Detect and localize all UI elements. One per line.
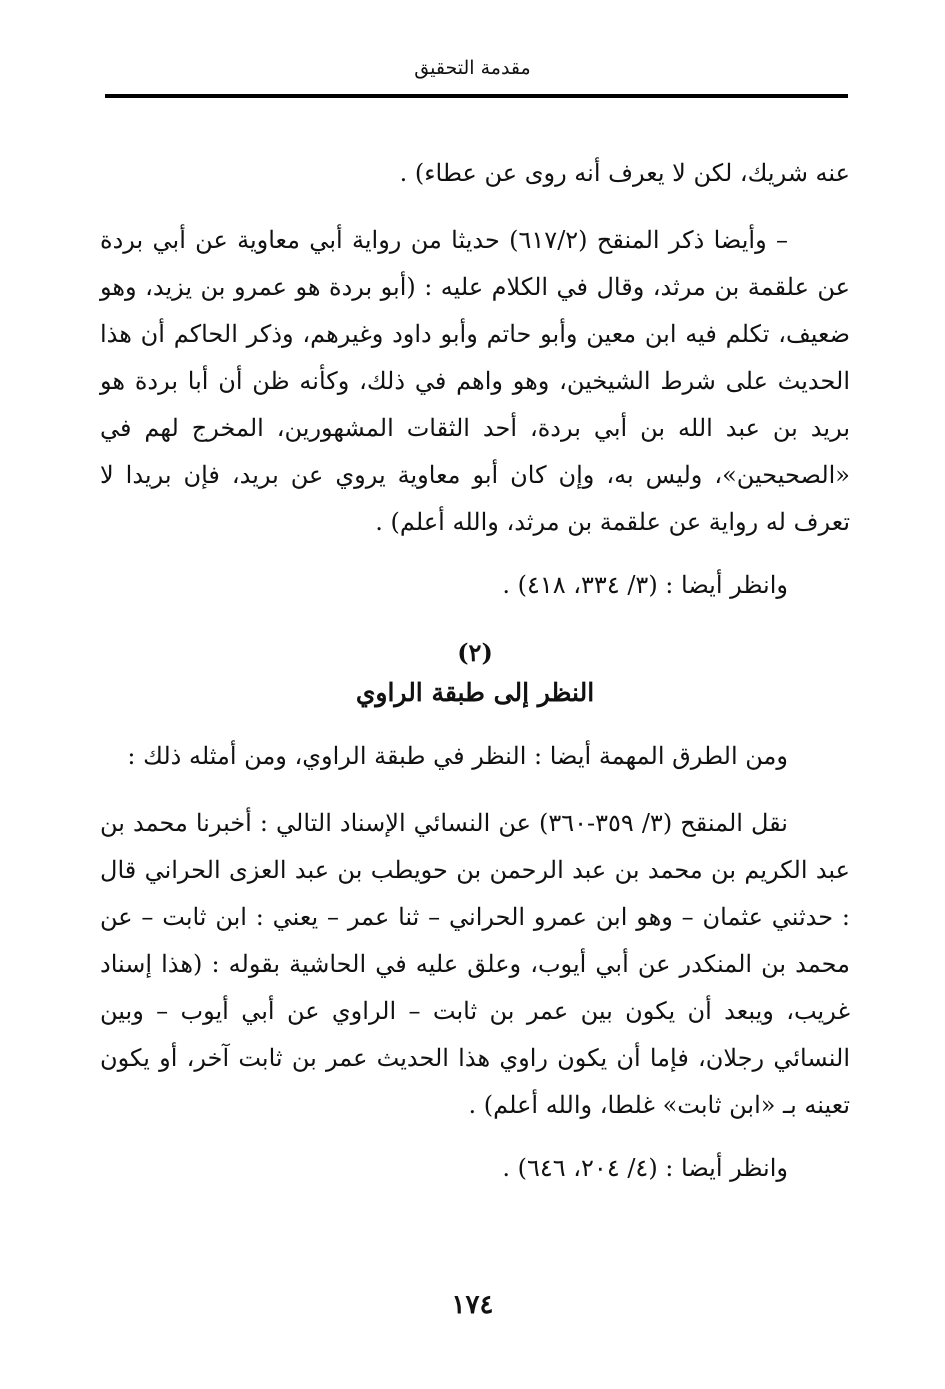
paragraph-2: – وأيضا ذكر المنقح (٦١٧/٢) حديثا من رواية أبي معاوية عن أبي بردة عن علقمة بن مرثد، وقال في الكلام عليه : (أبو بردة هو عمرو بن يزيد، وهو ضعيف، تكلم فيه ابن معين وأبو حاتم وأبو داود وغيرهم، وذكر الحاكم أن هذا الحديث على شرط الشيخين، وهو واهم في ذلك، وكأنه ظن أن أبا بردة هو بريد بن عبد الله بن أبي بردة، أحد الثقات المشهورين، المخرج لهم في «الصحيحين»، وليس به، وإن كان أبو معاوية يروي عن بريد، فإن بريدا لا تعرف له رواية عن علقمة بن مرثد، والله أعلم) . <box>100 226 851 536</box>
section-number: (٢) <box>457 638 493 667</box>
paragraph-5: نقل المنقح (٣/ ٣٥٩-٣٦٠) عن النسائي الإسناد التالي : أخبرنا محمد بن عبد الكريم بن محمد بن عبد الرحمن بن حويطب بن عبد العزى الحراني قال : حدثني عثمان – وهو ابن عمرو الحراني – ثنا عمر – يعني : ابن ثابت – عن محمد بن المنكدر عن أبي أيوب، وعلق عليه في الحاشية بقوله : (هذا إسناد غريب، ويبعد أن يكون بين عمر بن ثابت – الراوي عن أبي أيوب – وبين النسائي رجلان، فإما أن يكون راوي هذا الحديث عمر بن ثابت آخر، أو يكون تعينه بـ «ابن ثابت» غلطا، والله أعلم) . <box>100 809 851 1119</box>
page-body <box>100 150 850 1192</box>
paragraph-4: ومن الطرق المهمة أيضا : النظر في طبقة الراوي، ومن أمثله ذلك : <box>127 742 788 770</box>
paragraph-6: وانظر أيضا : (٤/ ٢٠٤، ٦٤٦) . <box>502 1154 788 1182</box>
paragraph-3: وانظر أيضا : (٣/ ٣٣٤، ٤١٨) . <box>502 571 788 599</box>
paragraph-1: عنه شريك، لكن لا يعرف أنه روى عن عطاء) . <box>399 159 850 187</box>
section-heading <box>100 633 850 713</box>
page-number: ١٧٤ <box>451 1290 494 1320</box>
section-title: النظر إلى طبقة الراوي <box>355 678 595 707</box>
running-header: مقدمة التحقيق <box>414 57 531 79</box>
header-rule <box>105 94 848 98</box>
